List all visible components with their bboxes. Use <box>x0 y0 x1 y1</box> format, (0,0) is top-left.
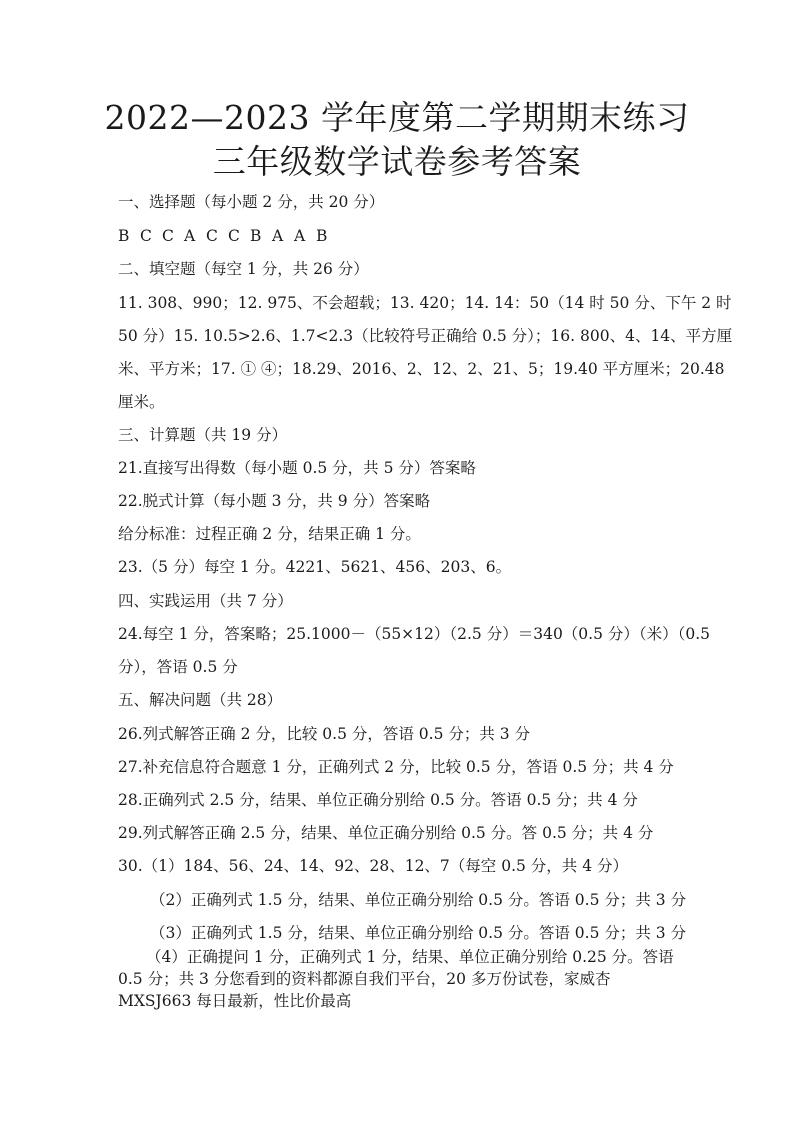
section1-heading: 一、选择题（每小题 2 分，共 20 分） <box>118 193 385 211</box>
choice-answers <box>118 226 698 246</box>
section3-line: 22.脱式计算（每小题 3 分，共 9 分）答案略 <box>118 492 431 510</box>
section2-line: 11. 308、990；12. 975、不会超载；13. 420；14. 14：50（14 时 50 分、下午 2 时 <box>118 294 732 312</box>
section5-subline: （3）正确列式 1.5 分，结果、单位正确分别给 0.5 分。答语 0.5 分；共 3 分 <box>150 924 687 942</box>
section5-line: 30.（1）184、56、24、14、92、28、12、7（每空 0.5 分，共 4 分） <box>118 857 629 875</box>
choice-answer: C <box>162 227 174 245</box>
choice-answer: A <box>184 227 196 245</box>
section5-subline: （2）正确列式 1.5 分，结果、单位正确分别给 0.5 分。答语 0.5 分；共 3 分 <box>150 891 687 909</box>
page-title-line1: 2022—2023 学年度第二学期期末练习 <box>104 98 690 137</box>
section5-tail-line: 0.5 分；共 3 分您看到的资料都源自我们平台，20 多万份试卷，家威杏 <box>118 970 611 988</box>
section2-line: 厘米。 <box>118 393 165 411</box>
section3-line: 21.直接写出得数（每小题 0.5 分，共 5 分）答案略 <box>118 459 476 477</box>
choice-answer: B <box>250 227 262 245</box>
section5-tail-line: MXSJ663 每日最新，性比价最高 <box>118 992 352 1010</box>
section3-line: 23.（5 分）每空 1 分。4221、5621、456、203、6。 <box>118 558 512 576</box>
choice-answer: A <box>272 227 284 245</box>
section3-heading: 三、计算题（共 19 分） <box>118 426 288 444</box>
section2-line: 米、平方米；17. ① ④；18.29、2016、2、12、2、21、5；19.40 平方厘米；20.48 <box>118 360 725 378</box>
section4-heading: 四、实践运用（共 7 分） <box>118 592 293 610</box>
section5-tail-line: （4）正确提问 1 分，正确列式 1 分，结果、单位正确分别给 0.25 分。答语 <box>146 948 674 966</box>
choice-answer: C <box>206 227 218 245</box>
choice-answer: C <box>140 227 152 245</box>
section5-line: 26.列式解答正确 2 分，比较 0.5 分，答语 0.5 分；共 3 分 <box>118 725 531 743</box>
choice-answer: C <box>228 227 240 245</box>
section5-line: 29.列式解答正确 2.5 分，结果、单位正确分别给 0.5 分。答 0.5 分；共 4 分 <box>118 824 654 842</box>
section5-line: 28.正确列式 2.5 分，结果、单位正确分别给 0.5 分。答语 0.5 分；共 4 分 <box>118 791 638 809</box>
section5-line: 27.补充信息符合题意 1 分，正确列式 2 分，比较 0.5 分，答语 0.5 分；共 4 分 <box>118 758 674 776</box>
page-title-line2: 三年级数学试卷参考答案 <box>212 142 582 181</box>
choice-answer: A <box>294 227 306 245</box>
section2-line: 50 分）15. 10.5>2.6、1.7<2.3（比较符号正确给 0.5 分）；16. 800、4、14、平方厘 <box>118 327 733 345</box>
choice-answer: B <box>316 227 328 245</box>
section4-line: 分），答语 0.5 分 <box>118 658 238 676</box>
section5-heading: 五、解决问题（共 28） <box>118 691 283 709</box>
section2-heading: 二、填空题（每空 1 分，共 26 分） <box>118 260 369 278</box>
choice-answer: B <box>118 227 130 245</box>
section4-line: 24.每空 1 分，答案略；25.1000－（55×12）（2.5 分）＝340（0.5 分）（米）（0.5 <box>118 625 711 643</box>
section3-line: 给分标准：过程正确 2 分，结果正确 1 分。 <box>118 525 421 543</box>
